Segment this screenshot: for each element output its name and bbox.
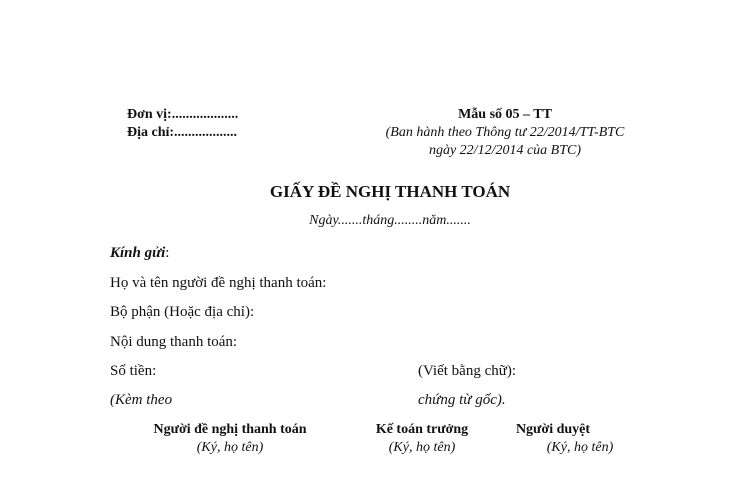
payment-content-field: Nội dung thanh toán: xyxy=(110,334,238,350)
requester-name-field: Họ và tên người đề nghị thanh toán: xyxy=(110,275,327,291)
form-code: Mẫu số 05 – TT xyxy=(458,107,552,122)
document-title: GIẤY ĐỀ NGHỊ THANH TOÁN xyxy=(269,182,511,201)
signature-approver-title: Người duyệt xyxy=(515,422,591,437)
issued-by-line2: ngày 22/12/2014 của BTC) xyxy=(428,143,582,158)
signature-chief-accountant-note: (Ký, họ tên) xyxy=(388,440,456,455)
issued-by-line1: (Ban hành theo Thông tư 22/2014/TT-BTC xyxy=(385,125,625,140)
signature-approver-note: (Ký, họ tên) xyxy=(546,440,614,455)
signature-requester-title: Người đề nghị thanh toán xyxy=(153,422,307,437)
attached-docs-right: chứng từ gốc). xyxy=(418,392,506,408)
amount-in-words-field: (Viết bằng chữ): xyxy=(418,363,517,379)
amount-field: Số tiền: xyxy=(110,363,157,379)
attached-docs-left: (Kèm theo xyxy=(110,392,173,408)
address-field: Địa chỉ:.................. xyxy=(127,125,238,140)
signature-requester-note: (Ký, họ tên) xyxy=(196,440,264,455)
unit-field: Đơn vị:................... xyxy=(127,107,239,122)
department-field: Bộ phận (Hoặc địa chỉ): xyxy=(110,304,255,320)
addressee-colon: : xyxy=(165,245,170,261)
signature-chief-accountant-title: Kế toán trưởng xyxy=(375,422,469,437)
date-line: Ngày.......tháng........năm....... xyxy=(309,213,471,228)
addressee-label: Kính gửi xyxy=(110,245,166,261)
addressee-line xyxy=(110,245,169,262)
